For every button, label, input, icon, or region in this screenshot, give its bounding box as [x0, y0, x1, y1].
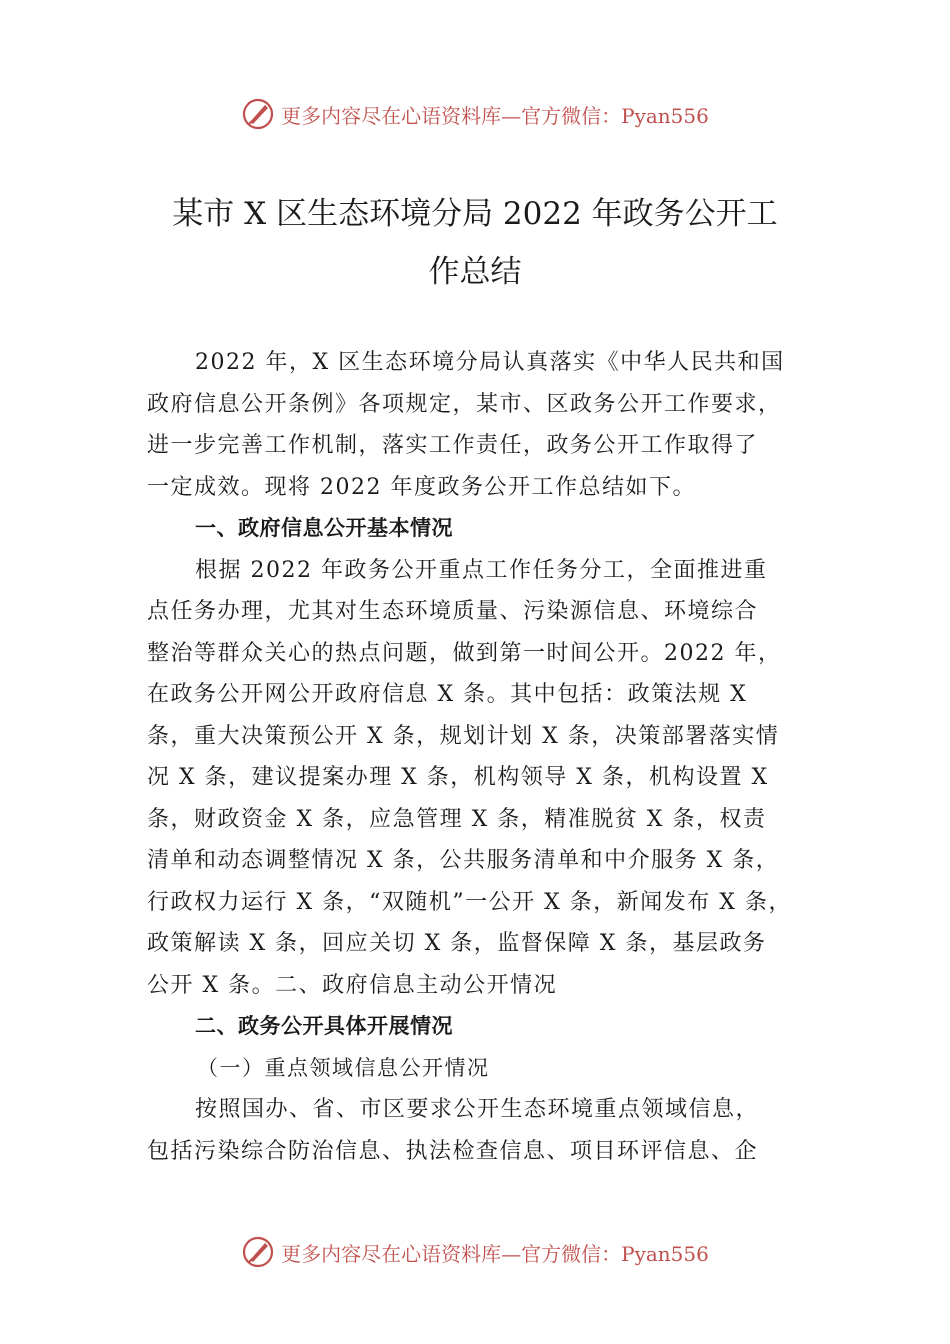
watermark-footer	[0, 1232, 950, 1272]
body-line: 公开 X 条。二、政府信息主动公开情况	[147, 972, 558, 998]
document-body	[147, 342, 819, 1172]
watermark-text: 更多内容尽在心语资料库—官方微信：Pyan556	[281, 1241, 709, 1266]
title-line-2: 作总结	[428, 254, 522, 290]
body-line: 政府信息公开条例》各项规定，某市、区政务公开工作要求，	[147, 391, 782, 417]
body-line: 根据 2022 年政务公开重点工作任务分工，全面推进重	[195, 557, 768, 583]
watermark-text: 更多内容尽在心语资料库—官方微信：Pyan556	[281, 103, 709, 128]
body-line: 况 X 条，建议提案办理 X 条，机构领导 X 条，机构设置 X	[147, 765, 769, 790]
body-line: 行政权力运行 X 条，“双随机”一公开 X 条，新闻发布 X 条，	[147, 889, 792, 915]
section-heading: 一、政府信息公开基本情况	[195, 516, 453, 540]
body-line: 按照国办、省、市区要求公开生态环境重点领域信息，	[195, 1097, 760, 1122]
pen-seal-icon	[241, 1235, 275, 1269]
body-line: 点任务办理，尤其对生态环境质量、污染源信息、环境综合	[147, 599, 759, 624]
body-line: 2022 年，X 区生态环境分局认真落实《中华人民共和国	[195, 350, 785, 375]
body-line: 整治等群众关心的热点问题，做到第一时间公开。2022 年，	[147, 640, 782, 666]
pen-seal-icon	[241, 97, 275, 131]
body-line: 清单和动态调整情况 X 条，公共服务清单和中介服务 X 条，	[147, 848, 780, 873]
body-line: 包括污染综合防治信息、执法检查信息、项目环评信息、企	[147, 1138, 759, 1164]
section-heading: 二、政务公开具体开展情况	[195, 1014, 453, 1038]
subsection-heading: （一）重点领域信息公开情况	[197, 1055, 490, 1080]
body-line: 一定成效。现将 2022 年度政务公开工作总结如下。	[147, 474, 696, 500]
body-line: 条，重大决策预公开 X 条，规划计划 X 条，决策部署落实情	[147, 723, 780, 749]
body-line: 在政务公开网公开政府信息 X 条。其中包括：政策法规 X	[147, 682, 748, 707]
body-line: 条，财政资金 X 条，应急管理 X 条，精准脱贫 X 条，权责	[147, 806, 767, 832]
body-line: 进一步完善工作机制，落实工作责任，政务公开工作取得了	[147, 433, 759, 458]
document-title	[140, 185, 810, 301]
title-line-1: 某市 X 区生态环境分局 2022 年政务公开工	[172, 196, 778, 232]
watermark-header	[0, 94, 950, 134]
body-line: 政策解读 X 条，回应关切 X 条，监督保障 X 条，基层政务	[147, 931, 767, 956]
